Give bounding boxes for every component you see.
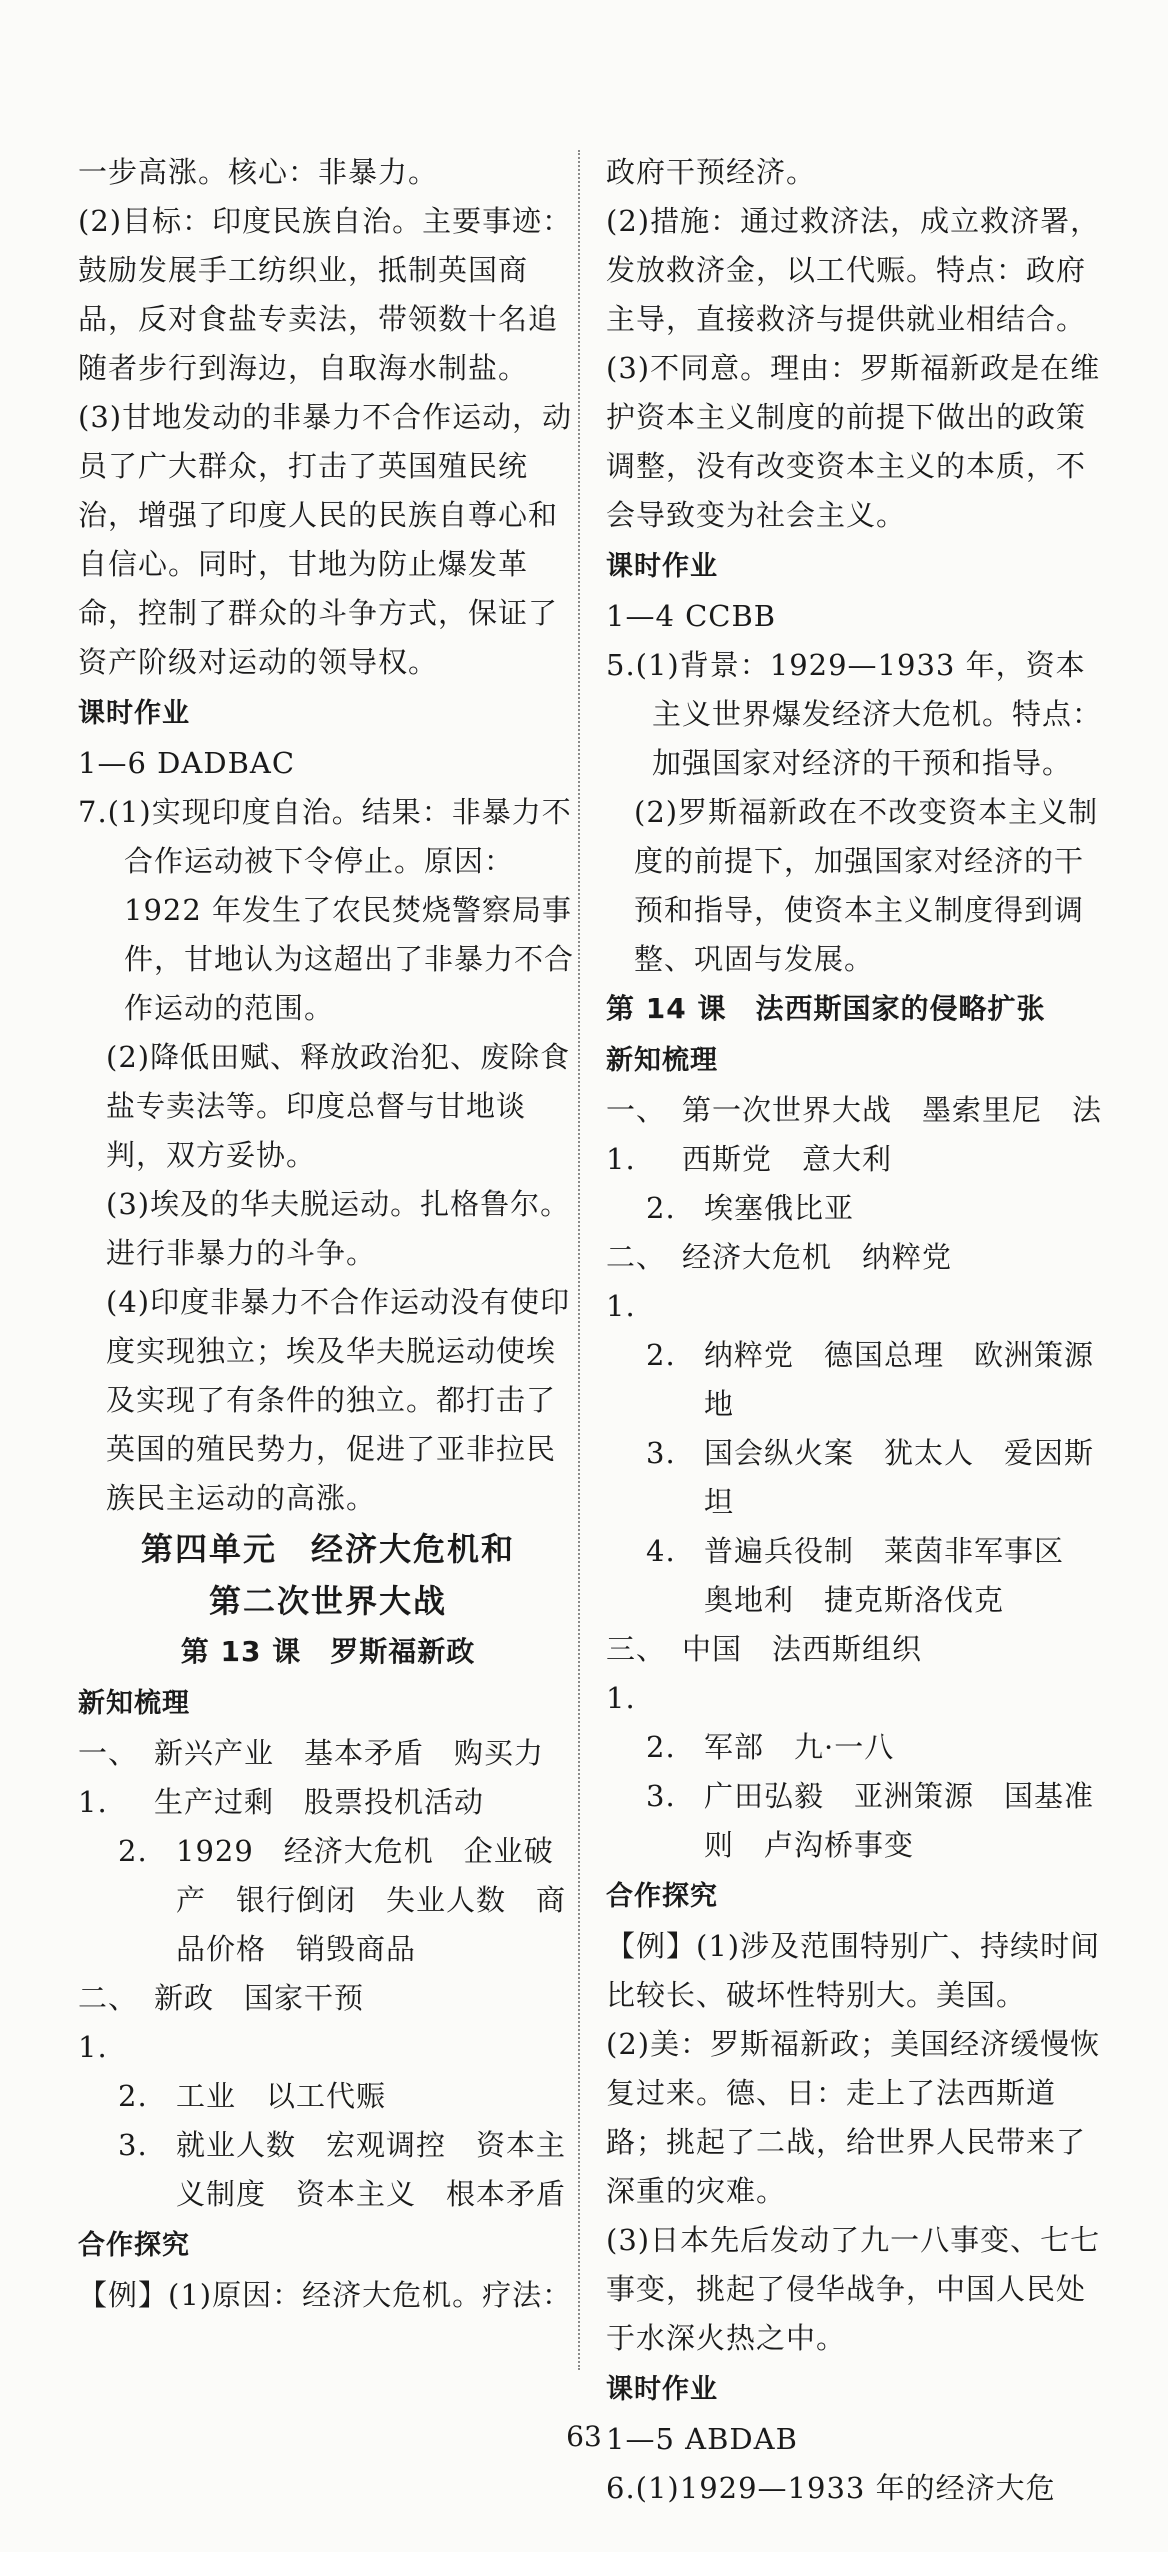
paragraph: 6.(1)1929—1933 年的经济大危: [606, 2471, 1056, 2505]
list-item-text: 中国 法西斯组织: [682, 1632, 923, 1666]
list-item-text: 广田弘毅 亚洲策源 国基准则 卢沟桥事变: [704, 1779, 1095, 1862]
list-item: [606, 1429, 1106, 1527]
paragraph: 1—4 CCBB: [606, 599, 777, 633]
list-item-label: 2.: [646, 1338, 676, 1372]
list-item: [606, 1723, 1106, 1772]
list-item-text: 国会纵火案 犹太人 爱因斯坦: [704, 1436, 1095, 1519]
section-heading: 课时作业: [606, 551, 718, 582]
right-column: [606, 148, 1106, 2513]
list-item: [606, 1184, 1106, 1233]
list-item: [606, 1772, 1106, 1870]
section-heading: 课时作业: [606, 2374, 718, 2405]
list-item-text: 埃塞俄比亚: [704, 1191, 855, 1225]
list-item-text: 就业人数 宏观调控 资本主义制度 资本主义 根本矛盾: [176, 2128, 567, 2211]
list-item: [606, 1233, 1106, 1331]
paragraph: 1—6 DADBAC: [78, 746, 296, 780]
list-item-label: 2.: [646, 1730, 676, 1764]
paragraph: (2)美：罗斯福新政；美国经济缓慢恢复过来。德、日：走上了法西斯道路；挑起了二战，给世界人民带来了深重的灾难。: [606, 2027, 1101, 2208]
section-heading: 新知梳理: [78, 1688, 190, 1719]
list-item-label: 3.: [646, 1779, 676, 1813]
paragraph: 【例】(1)原因：经济大危机。疗法：: [78, 2278, 573, 2312]
paragraph: 1—5 ABDAB: [606, 2422, 798, 2456]
list-item: [606, 1331, 1106, 1429]
paragraph: (2)目标：印度民族自治。主要事迹：鼓励发展手工纺织业，抵制英国商品，反对食盐专卖法，带领数十名追随者步行到海边，自取海水制盐。: [78, 204, 573, 385]
list-item-text: 普遍兵役制 莱茵非军事区 奥地利 捷克斯洛伐克: [704, 1534, 1095, 1617]
section-heading: 课时作业: [78, 698, 190, 729]
paragraph: (3)不同意。理由：罗斯福新政是在维护资本主义制度的前提下做出的政策调整，没有改变资本主义的本质，不会导致变为社会主义。: [606, 351, 1101, 532]
lesson-title: 第 13 课 罗斯福新政: [180, 1635, 476, 1668]
list-item-label: 一、1.: [78, 1736, 139, 1819]
section-heading: 新知梳理: [606, 1045, 718, 1076]
list-item-text: 新兴产业 基本矛盾 购买力 生产过剩 股票投机活动: [154, 1736, 575, 1819]
list-item-label: 3.: [646, 1436, 676, 1470]
list-item: [78, 1827, 578, 1974]
list-item-label: 2.: [646, 1191, 676, 1225]
section-heading: 合作探究: [606, 1881, 718, 1912]
list-item-label: 二、1.: [606, 1240, 667, 1323]
paragraph: 【例】(1)涉及范围特别广、持续时间比较长、破坏性特别大。美国。: [606, 1929, 1101, 2012]
sub-answer: (3)埃及的华夫脱运动。扎格鲁尔。进行非暴力的斗争。: [106, 1187, 571, 1270]
list-item: [78, 1729, 578, 1827]
list-item: [606, 1086, 1106, 1184]
list-item: [78, 1974, 578, 2072]
list-item-text: 新政 国家干预: [154, 1981, 365, 2015]
list-item-text: 工业 以工代赈: [176, 2079, 387, 2113]
list-item-label: 2.: [118, 2079, 148, 2113]
list-item-text: 纳粹党 德国总理 欧洲策源地: [704, 1338, 1095, 1421]
list-item-label: 3.: [118, 2128, 148, 2162]
column-divider: [578, 150, 580, 2370]
numbered-answer: 7.(1)实现印度自治。结果：非暴力不合作运动被下令停止。原因：1922 年发生了农民焚烧警察局事件，甘地认为这超出了非暴力不合作运动的范围。: [78, 795, 575, 1025]
paragraph: (3)日本先后发动了九一八事变、七七事变，挑起了侵华战争，中国人民处于水深火热之中。: [606, 2223, 1101, 2355]
list-item-text: 军部 九·一八: [704, 1730, 895, 1764]
list-item: [606, 1625, 1106, 1723]
list-item-label: 2.: [118, 1834, 148, 1868]
paragraph: 政府干预经济。: [606, 155, 817, 189]
paragraph: (2)措施：通过救济法，成立救济署，发放救济金，以工代赈。特点：政府主导，直接救济与提供就业相结合。: [606, 204, 1101, 336]
unit-title: 第二次世界大战: [208, 1582, 447, 1620]
list-item-text: 经济大危机 纳粹党: [682, 1240, 953, 1274]
paragraph: 一步高涨。核心：非暴力。: [78, 155, 439, 189]
page-number: 63: [566, 2420, 602, 2453]
left-column: [78, 148, 578, 2320]
list-item-label: 三、1.: [606, 1632, 667, 1715]
list-item-text: 1929 经济大危机 企业破产 银行倒闭 失业人数 商品价格 销毁商品: [176, 1834, 567, 1966]
list-item-label: 二、1.: [78, 1981, 139, 2064]
list-item: [78, 2121, 578, 2219]
unit-title: 第四单元 经济大危机和: [140, 1530, 515, 1568]
list-item-label: 一、1.: [606, 1093, 667, 1176]
paragraph: (3)甘地发动的非暴力不合作运动，动员了广大群众，打击了英国殖民统治，增强了印度人民的民族自尊心和自信心。同时，甘地为防止爆发革命，控制了群众的斗争方式，保证了资产阶级对运动的领导权。: [78, 400, 573, 679]
sub-answer: (4)印度非暴力不合作运动没有使印度实现独立；埃及华夫脱运动使埃及实现了有条件的独立。都打击了英国的殖民势力，促进了亚非拉民族民主运动的高涨。: [106, 1285, 571, 1515]
list-item-text: 第一次世界大战 墨索里尼 法西斯党 意大利: [682, 1093, 1103, 1176]
numbered-answer: 5.(1)背景：1929—1933 年，资本主义世界爆发经济大危机。特点：加强国家对经济的干预和指导。: [606, 648, 1103, 780]
lesson-title: 第 14 课 法西斯国家的侵略扩张: [606, 992, 1046, 1025]
list-item: [78, 2072, 578, 2121]
list-item: [606, 1527, 1106, 1625]
list-item-label: 4.: [646, 1534, 676, 1568]
sub-answer: (2)罗斯福新政在不改变资本主义制度的前提下，加强国家对经济的干预和指导，使资本主义制度得到调整、巩固与发展。: [634, 795, 1099, 976]
section-heading: 合作探究: [78, 2230, 190, 2261]
sub-answer: (2)降低田赋、释放政治犯、废除食盐专卖法等。印度总督与甘地谈判，双方妥协。: [106, 1040, 571, 1172]
